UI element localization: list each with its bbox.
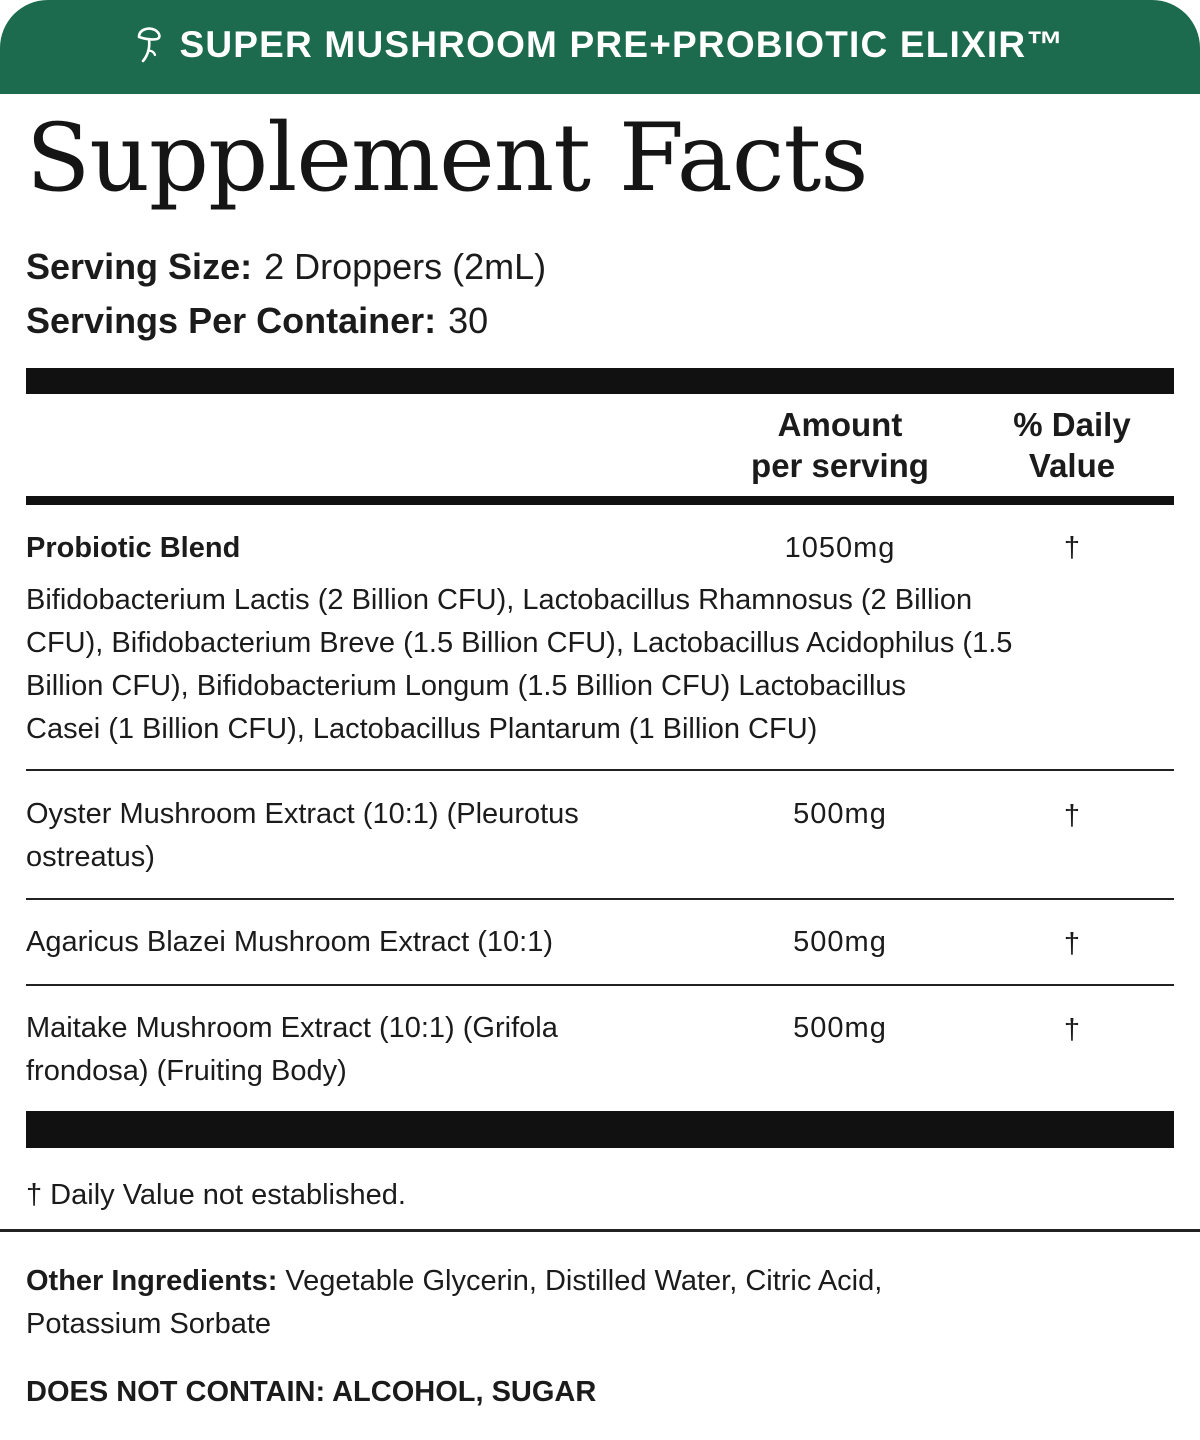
ingredient-name (26, 921, 553, 964)
product-banner (0, 0, 1200, 94)
daily-value-mark: † (1063, 1014, 1081, 1046)
footnote: † Daily Value not established. (26, 1179, 406, 1211)
does-not-contain: DOES NOT CONTAIN: ALCOHOL, SUGAR (26, 1376, 597, 1408)
banner-title: SUPER MUSHROOM PRE+PROBIOTIC ELIXIR™ (179, 24, 1065, 65)
serving-size (26, 246, 546, 288)
banner-content (135, 24, 1064, 66)
ingredient-name (26, 793, 579, 879)
ingredient-name-line: Agaricus Blazei Mushroom Extract (10:1) (26, 926, 554, 958)
thick-divider-top (26, 368, 1174, 394)
ingredient-amount: 1050mg (784, 532, 896, 564)
medium-divider (26, 496, 1174, 505)
servings-per-container (26, 300, 488, 342)
row-divider (26, 984, 1174, 986)
column-header-amount-line: Amount (777, 406, 903, 443)
strain-line: CFU), Bifidobacterium Breve (1.5 Billion CFU), Lactobacillus Acidophilus (1.5 (26, 627, 1013, 659)
serving-size-label: Serving Size: (26, 246, 253, 287)
mushroom-icon (135, 25, 165, 65)
ingredient-name-line: ostreatus) (26, 841, 155, 873)
column-header-amount (700, 404, 980, 486)
ingredient-name: Probiotic Blend (26, 532, 241, 564)
column-header-dv-line: % Daily (1013, 406, 1131, 443)
row-divider (26, 769, 1174, 771)
other-ingredients-label: Other Ingredients: (26, 1265, 278, 1297)
other-ingredients-text: Vegetable Glycerin, Distilled Water, Citric Acid, (277, 1265, 883, 1297)
daily-value-mark: † (1063, 928, 1081, 960)
strain-line: Casei (1 Billion CFU), Lactobacillus Plantarum (1 Billion CFU) (26, 713, 818, 745)
strain-line: Bifidobacterium Lactis (2 Billion CFU), Lactobacillus Rhamnosus (2 Billion (26, 584, 973, 616)
other-ingredients (26, 1260, 1176, 1346)
ingredient-amount: 500mg (793, 926, 887, 958)
thick-divider-bottom (26, 1111, 1174, 1148)
serving-size-value: 2 Droppers (2mL) (264, 246, 547, 287)
ingredient-name-line: frondosa) (Fruiting Body) (26, 1055, 347, 1087)
daily-value-mark: † (1063, 532, 1081, 564)
column-header-amount-line: per serving (751, 447, 929, 484)
section-divider (0, 1229, 1200, 1232)
servings-per-container-label: Servings Per Container: (26, 300, 437, 341)
page-title: Supplement Facts (26, 104, 868, 213)
ingredient-name-line: Oyster Mushroom Extract (10:1) (Pleurotus (26, 798, 579, 830)
servings-per-container-value: 30 (448, 300, 489, 341)
row-divider (26, 898, 1174, 900)
probiotic-strains (26, 579, 1186, 751)
column-header-daily-value (972, 404, 1172, 486)
ingredient-amount: 500mg (793, 1012, 887, 1044)
strain-line: Billion CFU), Bifidobacterium Longum (1.5 Billion CFU) Lactobacillus (26, 670, 907, 702)
other-ingredients-text: Potassium Sorbate (26, 1308, 272, 1340)
ingredient-name (26, 1007, 558, 1093)
column-header-dv-line: Value (1028, 447, 1116, 484)
ingredient-name-line: Maitake Mushroom Extract (10:1) (Grifola (26, 1012, 558, 1044)
ingredient-amount: 500mg (793, 798, 887, 830)
daily-value-mark: † (1063, 800, 1081, 832)
